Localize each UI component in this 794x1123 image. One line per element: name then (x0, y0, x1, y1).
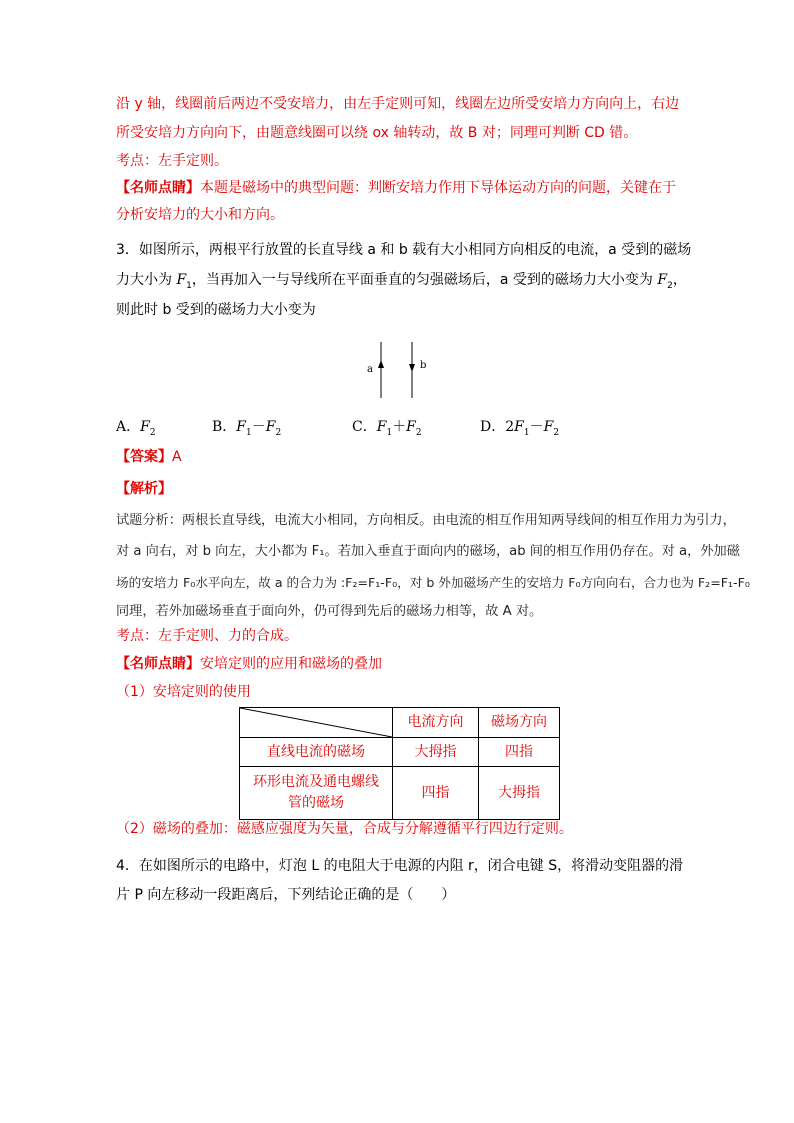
subheading-superposition: （2）磁场的叠加：磁感应强度为矢量，合成与分解遵循平行四边行定则。 (116, 821, 573, 837)
analysis-p2: 对 a 向右，对 b 向左，大小都为 F₁。若加入垂直于面向内的磁场，ab 间的相互作用仍存在。对 a，外加磁 (116, 544, 740, 559)
q3-line1: 3．如图所示，两根平行放置的长直导线 a 和 b 载有大小相同方向相反的电流，a 受到的磁场 (116, 242, 692, 258)
table-cell: 大拇指 (479, 767, 560, 820)
analysis-p4: 同理，若外加磁场垂直于面向外，仍可得到先后的磁场力相等，故 A 对。 (116, 604, 543, 619)
analysis-tag: 【解析】 (116, 481, 172, 497)
analysis-p3: 场的安培力 F₀水平向左，故 a 的合力为 :F₂=F₁-F₀，对 b 外加磁场产生的安培力 F₀方向向右，合力也为 F₂=F₁-F₀ (116, 575, 750, 590)
q4-line1: 4．在如图所示的电路中，灯泡 L 的电阻大于电源的内阻 r，闭合电键 S，将滑动变阻器的滑 (116, 858, 684, 874)
teacher-tip-line (116, 178, 676, 198)
diagonal-line-icon (240, 708, 392, 737)
kaodian-line: 考点：左手定则。 (116, 153, 228, 169)
option-a: A．$F_2$ (116, 419, 156, 438)
table-cell: 四指 (393, 767, 479, 820)
text-line: 所受安培力方向向下，由题意线圈可以绕 ox 轴转动，故 B 对；同理可判断 CD 错。 (116, 125, 638, 141)
table-cell: 环形电流及通电螺线 管的磁场 (240, 767, 393, 820)
arrow-up-icon (378, 360, 384, 368)
option-d: D．$2F_1-F_2$ (480, 419, 560, 438)
wire-b-label: b (420, 360, 427, 371)
teacher-tip-line: 【名师点睛】安培定则的应用和磁场的叠加 (116, 656, 382, 672)
table-header: 磁场方向 (479, 708, 560, 738)
table-cell: 直线电流的磁场 (240, 738, 393, 767)
teacher-tip-tag: 【名师点睛】 (116, 180, 200, 196)
answer-tag: 【答案】 (116, 449, 172, 465)
wire-a-label: a (367, 364, 373, 375)
q3-line3: 则此时 b 受到的磁场力大小变为 (116, 302, 316, 318)
kaodian-line: 考点：左手定则、力的合成。 (116, 628, 298, 644)
q3-line2: 力大小为 $F_1$，当再加入一与导线所在平面垂直的匀强磁场后，a 受到的磁场力大小变为 $F_2$， (116, 272, 687, 291)
q4-line2: 片 P 向左移动一段距离后，下列结论正确的是（ ） (116, 887, 456, 903)
answer-value: A (172, 449, 182, 465)
answer-line (116, 447, 182, 467)
text-line: 沿 y 轴，线圈前后两边不受安培力，由左手定则可知，线圈左边所受安培力方向向上，右边 (116, 96, 680, 112)
option-b: B．$F_1-F_2$ (212, 419, 282, 438)
analysis-p1: 试题分析：两根长直导线，电流大小相同，方向相反。由电流的相互作用知两导线间的相互作用力为引力， (116, 513, 736, 528)
option-c: C．$F_1+F_2$ (352, 419, 422, 438)
arrow-down-icon (409, 364, 415, 372)
text-line: 分析安培力的大小和方向。 (116, 207, 284, 223)
subheading-ampere-rule: （1）安培定则的使用 (116, 684, 251, 700)
teacher-tip-text: 本题是磁场中的典型问题：判断安培力作用下导体运动方向的问题，关键在于 (200, 180, 676, 196)
table-header: 电流方向 (393, 708, 479, 738)
ampere-rule-table (239, 707, 560, 820)
table-cell: 大拇指 (393, 738, 479, 767)
wires-figure (360, 340, 440, 400)
table-cell: 四指 (479, 738, 560, 767)
table-corner-cell (240, 708, 393, 738)
